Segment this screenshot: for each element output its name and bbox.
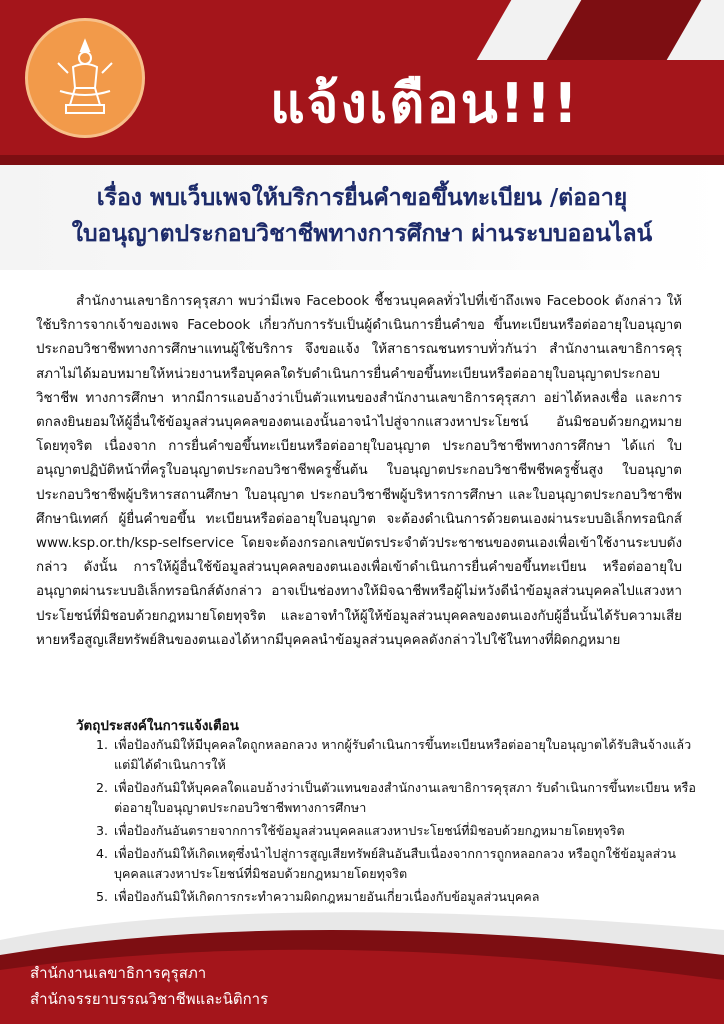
- subject-line-2: ใบอนุญาตประกอบวิชาชีพทางการศึกษา ผ่านระบบออนไลน์: [71, 221, 653, 247]
- list-item-number: 1.: [96, 737, 109, 752]
- list-item-text: เพื่อป้องกันอันตรายจากการใช้ข้อมูลส่วนบุคคลแสวงหาประโยชน์ที่มิชอบด้วยกฎหมายโดยทุจริต: [114, 823, 625, 838]
- ksp-emblem-icon: [25, 18, 145, 138]
- list-item: [96, 778, 696, 818]
- list-item-number: 2.: [96, 780, 109, 795]
- subject-line-1: เรื่อง พบเว็บเพจให้บริการยื่นคำขอขึ้นทะเบียน /ต่ออายุ: [96, 185, 628, 211]
- header-banner: [0, 0, 724, 165]
- objectives-list: [96, 735, 696, 910]
- footer-line-1: สำนักงานเลขาธิการคุรุสภา: [30, 964, 207, 982]
- body-paragraph: [36, 290, 682, 653]
- objectives-title: วัตถุประสงค์ในการแจ้งเตือน: [76, 719, 239, 734]
- footer-organization: [30, 960, 268, 1012]
- list-item: [96, 821, 696, 841]
- footer-line-2: สำนักจรรยาบรรณวิชาชีพและนิติการ: [30, 990, 269, 1008]
- list-item: [96, 844, 696, 884]
- list-item-text: เพื่อป้องกันมิให้เกิดการกระทำความผิดกฎหมายอันเกี่ยวเนื่องกับข้อมูลส่วนบุคคล: [114, 889, 540, 904]
- list-item-number: 3.: [96, 823, 109, 838]
- list-item-number: 5.: [96, 889, 109, 904]
- list-item-text: เพื่อป้องกันมิให้มีบุคคลใดถูกหลอกลวง หากผู้รับดำเนินการขึ้นทะเบียนหรือต่ออายุใบอนุญาตได้รับสินจ้างแล้วแต่มิได้ดำเนินการให้: [114, 737, 692, 772]
- subject-title: [30, 180, 694, 252]
- list-item: [96, 735, 696, 775]
- list-item-number: 4.: [96, 846, 109, 861]
- list-item-text: เพื่อป้องกันมิให้เกิดเหตุซึ่งนำไปสู่การสูญเสียทรัพย์สินอันสืบเนื่องจากการถูกหลอกลวง หรือถูกใช้ข้อมูลส่วนบุคคลแสวงหาประโยชน์ที่มิชอบด้วยกฎหมายโดยทุจริต: [114, 846, 676, 881]
- alert-headline: แจ้งเตือน!!!: [270, 72, 580, 135]
- emblem-figure-icon: [40, 33, 130, 123]
- header-stripe-bottom: [0, 155, 724, 165]
- body-paragraph-text: สำนักงานเลขาธิการคุรุสภา พบว่ามีเพจ Facebook ชี้ชวนบุคคลทั่วไปที่เข้าถึงเพจ Facebook ดังกล่าว ให้ใช้บริการจากเจ้าของเพจ Facebook เกี่ยวกับการรับเป็นผู้ดำเนินการยื่นคำขอ ขึ้นทะเบียนหรือต่ออายุใบอนุญาตประกอบวิชาชีพทางการศึกษาแทนผู้ใช้บริการ จึงขอแจ้ง ให้สาธารณชนทราบทั่วกันว่า สำนักงานเลขาธิการคุรุสภาไม่ได้มอบหมายให้หน่วยงานหรือบุคคลใดรับดำเนินการยื่นคำขอขึ้นทะเบียนหรือต่ออายุใบอนุญาตประกอบวิชาชีพ ทางการศึกษา หากมีการแอบอ้างว่าเป็นตัวแทนของสำนักงานเลขาธิการคุรุสภา อย่าได้หลงเชื่อ และการตกลงยินยอมให้ผู้อื่นใช้ข้อมูลส่วนบุคคลของตนเองนั้นอาจนำไปสู่จากแสวงหาประโยชน์ อันมิชอบด้วยกฎหมายโดยทุจริต เนื่องจาก การยื่นคำขอขึ้นทะเบียนหรือต่ออายุใบอนุญาต ประกอบวิชาชีพทางการศึกษา ได้แก่ ใบอนุญาตปฏิบัติหน้าที่ครูใบอนุญาตประกอบวิชาชีพครูชั้นต้น ใบอนุญาตประกอบวิชาชีพชีพครูชั้นสูง ใบอนุญาตประกอบวิชาชีพผู้บริหารสถานศึกษา ใบอนุญาต ประกอบวิชาชีพผู้บริหารการศึกษา และใบอนุญาตประกอบวิชาชีพศึกษานิเทศก์ ผู้ยื่นคำขอขึ้น ทะเบียนหรือต่ออายุใบอนุญาต จะต้องดำเนินการด้วยตนเองผ่านระบบอิเล็กทรอนิกส์ www.ksp.or.th/ksp-selfservice โดยจะต้องกรอกเลขบัตรประจำตัวประชาชนของตนเองเพื่อเข้าใช้งานระบบดังกล่าว ดังนั้น การให้ผู้อื่นใช้ข้อมูลส่วนบุคคลของตนเองเพื่อเข้าดำเนินการยื่นคำขอขึ้นทะเบียน หรือต่ออายุใบอนุญาตผ่านระบบอิเล็กทรอนิกส์ดังกล่าว อาจเป็นช่องทางให้มิจฉาชีพหรือผู้ไม่หวังดีนำข้อมูลส่วนบุคคลไปแสวงหาประโยชน์ที่มิชอบด้วยกฎหมายโดยทุจริต และอาจทำให้ผู้ให้ข้อมูลส่วนบุคคลของตนเองกับผู้อื่นนั้นได้รับความเสียหายหรือสูญเสียทรัพย์สินของตนเองได้หากมีบุคคลนำข้อมูลส่วนบุคคลดังกล่าวไปใช้ในทางที่ผิดกฎหมาย: [36, 294, 682, 648]
- list-item-text: เพื่อป้องกันมิให้บุคคลใดแอบอ้างว่าเป็นตัวแทนของสำนักงานเลขาธิการคุรุสภา รับดำเนินการขึ้นทะเบียน หรือต่ออายุใบอนุญาตประกอบวิชาชีพทางการศึกษา: [114, 780, 696, 815]
